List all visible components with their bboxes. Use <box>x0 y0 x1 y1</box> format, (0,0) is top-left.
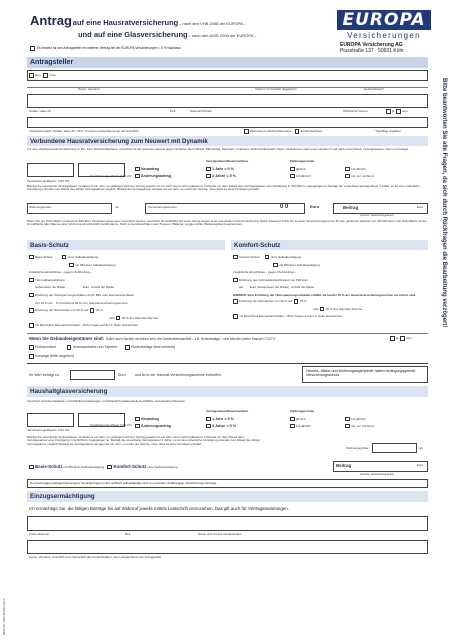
komfort-schutz-label: Komfort-Schutz <box>239 255 260 259</box>
komfort-column <box>233 254 429 321</box>
kontoinhaber-field[interactable] <box>27 540 428 554</box>
glas-kuendigung-text: Beträgt die vereinbarte Vertragsdauer mindestens ein Jahr, so verlängert sich der Vertrag jeweils um ein Jahr, wenn nicht spätestens 3 Monate vor dem Ablauf dem Vertragspartner eine Kündigung in Schriftform zugegangen ist. Beträgt die vereinbarte Vertragsdauer 3 Jahre, so ist eine ordentliche Kündigung erstmals zum Ablauf des dritten Vertragsjahres möglich. Beträgt die Vertragsdauer weniger als ein Jahr, so endet der Vertrag, ohne dass es einer Kündigung bedarf. <box>27 435 261 446</box>
discount-note: Es besteht für den Antragsteller ein weiterer Vertrag bei der EUROPA Versicherungen = 5 % Nachlass <box>36 46 181 51</box>
basis-elementar-checkbox[interactable] <box>29 323 34 328</box>
glas-zahlung-col2 <box>345 416 374 430</box>
komfort-wertsachen-checkbox[interactable] <box>233 299 238 304</box>
sonstige-field[interactable] <box>27 352 428 364</box>
hausrat-1jahr-label: 1 Jahr = 0 % <box>212 167 235 171</box>
basis-column <box>29 254 225 330</box>
vertical-notice <box>436 78 450 548</box>
basis-fahrrad-checkbox[interactable] <box>29 278 34 283</box>
komfort-anzahl-label: Anzahl der Räder <box>291 285 315 290</box>
antragsteller-heading: Antragsteller <box>30 59 74 66</box>
hausrat-dauer-head: Vertragsdauer/Dauernachlass <box>206 159 249 163</box>
komfort-zusatz: Zusätzliche Einschlüsse – gegen Mehrbeitrag – <box>233 270 297 275</box>
company-address: Piusstraße 137 · 50931 Köln <box>340 48 404 54</box>
komfort-hinweis: HINWEIS: Eine Erhöhung der Überspannungsschäden entfällt, da bereits 50 % der Hausratversicherungssumme versichert sind. <box>233 292 417 297</box>
komfort-ohne-sb-label: ohne Selbstbeteiligung <box>270 255 302 259</box>
komfort-fahrrad-checkbox[interactable] <box>233 278 238 283</box>
hausrat-vierteljaehrlich-checkbox[interactable] <box>290 174 295 179</box>
hausrat-jaehrlich-label: jährlich <box>296 167 306 171</box>
gebaeude-nein-checkbox[interactable] <box>400 336 405 341</box>
gebaeude-hausrat-label: und ist in der Hausrat-Versicherungssumme enthalten. <box>135 373 222 377</box>
gebaeude-bestandteile-row <box>29 345 175 350</box>
glas-komfort-checkbox[interactable] <box>107 465 112 470</box>
versicherungssumme-zeros: 0 0 <box>280 204 289 210</box>
glas-basis-label: Basis-Schutz <box>35 464 63 469</box>
hausrat-antrag-options <box>135 166 171 180</box>
komfort-40-checkbox[interactable] <box>320 307 325 312</box>
basis-oder-label: oder <box>109 315 116 320</box>
antragsteller-bar <box>27 57 428 68</box>
glas-aenderung-label: Änderungsantrag <box>141 424 171 428</box>
hausrat-heading: Verbundene Hausratversicherung zum Neuwert mit Dynamik <box>30 138 208 145</box>
basis-ohne-sb-checkbox[interactable] <box>62 255 67 260</box>
hausrat-jaehrlich-checkbox[interactable] <box>290 167 295 172</box>
glas-1jahr-checkbox[interactable] <box>206 417 211 422</box>
basis-euro-label: Euro <box>82 285 90 290</box>
unterversicherung-text: Wenn Sie pro Wohnfläche mindestens 650 Euro Versicherungssumme vereinbart werden, verzichtet die EUROPA auf einen Abzug wegen einer eventuellen Unterversicherung (siehe Klausel C7112) bis zu einer Versicherungssumme für den gesamten Hausrat von 200.000 Euro. Die Wohnfläche ist die Grundfläche aller Räume einer Wohnung einschließlich Hobbyräume. Nicht zu berücksichtigen sind Treppen, Balkone, Loggien (bitte Risikoangaben beantworten). <box>27 219 427 227</box>
basis-30-checkbox[interactable] <box>116 316 121 321</box>
versicherungsort-field[interactable] <box>27 117 428 128</box>
hausrat-kuendigung-text: Beträgt die vereinbarte Vertragsdauer mindestens ein Jahr, so verlängert sich der Vertrag jeweils um ein Jahr, wenn nicht spätestens 3 Monate vor dem Ablauf dem Vertragspartner eine Kündigung in Schriftform zugegangen ist. Beträgt die vereinbarte Vertragsdauer 3 Jahre, so ist eine ordentliche Kündigung erstmals zum Ablauf des dritten Vertragsjahres möglich. Beträgt die Vertragsdauer weniger als ein Jahr, so endet der Vertrag, ohne dass es einer Kündigung bedarf. <box>27 184 420 192</box>
hausrat-neuantrag-checkbox[interactable] <box>135 167 140 172</box>
kontoinhaber-label: Name, Vorname, Anschrift und Unterschrift des Kontoinhabers, wenn abweichend vom Antragsteller <box>29 555 162 559</box>
discount-row <box>30 46 181 51</box>
glas-vierteljaehrlich-checkbox[interactable] <box>290 424 295 429</box>
page-title <box>30 14 246 29</box>
versicherungssumme-label: Versicherungssumme <box>148 205 177 209</box>
einbaumoebel-checkbox[interactable] <box>29 345 34 350</box>
glas-dauer-head: Vertragsdauer/Dauernachlass <box>206 409 249 413</box>
basis-wertsachen-checkbox[interactable] <box>29 308 34 313</box>
einfamilienhaus-label: Einfamilienhaus <box>300 129 322 134</box>
glas-halbjaehrlich-label: 1/2-jährlich <box>351 417 366 421</box>
basis-30-label: 30 % der Hausrats-Summe <box>121 315 159 320</box>
wohnungsgroesse-unit: qm <box>115 205 120 209</box>
gebaeude-wert-label: Ihr Wert beträgt ca. <box>29 373 60 377</box>
komfort-elementar-checkbox[interactable] <box>233 314 238 319</box>
komfort-35-label: 35 % <box>299 299 307 304</box>
basis-wertsachen-label: Erhöhung der Wertsachen von 20 % auf <box>35 308 89 313</box>
gebaeude-ja-label: ja <box>396 336 399 341</box>
anrede-field <box>27 70 428 81</box>
hausrat-zahlung-col2 <box>345 166 374 180</box>
glas-wohnungsgroesse-unit: qm <box>419 446 424 450</box>
gebaeude-hinweis-text: Hinweis: Mieter und Wohnungseigentümer haben bedingungsgemäß Versicherungsschutz <box>306 369 416 378</box>
herr-checkbox[interactable] <box>29 73 34 78</box>
hausrat-beitrag-label: Beitrag <box>343 205 359 210</box>
blz-label: BLZ <box>125 532 131 536</box>
glas-neuantrag-label: Neuantrag <box>141 417 159 421</box>
komfort-35-checkbox[interactable] <box>294 299 299 304</box>
glas-wohnungsgroesse-field[interactable] <box>372 443 417 453</box>
komfort-auf-label: auf <box>239 285 244 290</box>
title-word: Antrag <box>30 13 72 28</box>
hausrat-neuantrag-label: Neuantrag <box>141 167 159 171</box>
bodenbelaege-checkbox[interactable] <box>125 345 130 350</box>
hausrat-3jahre-label: 3 Jahre = 5 % <box>212 174 237 178</box>
glas-schutz-row <box>29 464 178 469</box>
hausrat-1jahr-checkbox[interactable] <box>206 167 211 172</box>
glas-abruf-checkbox[interactable] <box>345 424 350 429</box>
versicherungssumme-unit: Euro <box>310 204 320 209</box>
basis-25-checkbox[interactable] <box>90 308 95 313</box>
hausrat-intro: Für eine ständig bewohnte Wohnung im Ein- bzw. Mehrfamilienhaus. Versichert ist der gesamte Hausrat gegen Schäden durch Brand, Blitzschlag, Explosion, Implosion, Einbruchdiebstahl, Raub, Vandalismus nach einem Einbruch und nach einem Raub, Leitungswasser, Sturm und Hagel. <box>27 147 409 151</box>
konto-field[interactable] <box>27 516 428 531</box>
basis-25-label: 25 % <box>95 308 103 313</box>
glas-komfort-label: Komfort-Schutz <box>113 464 147 469</box>
europa-logo: EUROPA <box>337 10 431 30</box>
vertical-notice-text: Bitte beantworten Sie alle Fragen, da sich durch Rückfragen die Bearbeitung verzögert! <box>441 78 447 328</box>
glas-vierteljaehrlich-label: 1/4-jährlich <box>296 424 311 428</box>
glas-basis-checkbox[interactable] <box>29 465 34 470</box>
basis-schutz-checkbox[interactable] <box>29 255 34 260</box>
sonstige-label: Sonstige (bitte angeben) <box>35 354 75 359</box>
basis-hoechst-label: % (höchstens 50 %) der Hausratversicherungssumme <box>55 300 128 305</box>
komfort-wertsachen-label: Erhöhung der Wertsachen von 30 % auf <box>239 299 293 304</box>
oeffentlicher-dienst-options <box>386 109 408 114</box>
glas-jaehrlich-checkbox[interactable] <box>290 417 295 422</box>
title-line2-row <box>78 31 256 40</box>
gebaeude-question-text: Sollen auch Sachen versichert sein, die Gebäudebestandteil – z.B. Bodenbeläge – sein könnten (siehe Klausel C7127)? <box>105 337 276 341</box>
hausrat-dauer-options <box>206 166 236 180</box>
hausrat-beginn-field[interactable] <box>27 163 74 177</box>
glas-beitrag-unit: Euro <box>417 463 424 467</box>
bank-label: Name und Ort des Geldinstitutes <box>198 532 242 536</box>
geburtsdatum-label: Geburtsdatum* <box>364 87 385 91</box>
gebaeude-euro-label: Euro <box>118 373 126 377</box>
frau-label: Frau <box>49 73 56 78</box>
oeff-ja-label: ja <box>392 109 395 114</box>
hausrat-vierteljaehrlich-label: 1/4-jährlich <box>296 174 311 178</box>
komfort-mit-sb-checkbox[interactable] <box>273 263 278 268</box>
gebaeude-wert-field[interactable] <box>70 370 115 380</box>
basis-gesamtwert-label: Gesamtwert der Räder <box>35 285 66 290</box>
mehrfamilienhaus-label: Wohnung im Mehrfamilienhaus <box>250 129 292 134</box>
glas-zahlung-head: Zahlungsperiode <box>290 409 315 413</box>
einzug-text: Ich ermächtige Sie, die fälligen Beiträge bis auf Widerruf jeweils mittels Lastschrift einzuziehen. Das gilt auch für Vertragsänderungen. <box>29 506 289 511</box>
name-label: Name, Vorname <box>78 87 100 91</box>
bodenbelaege-label: Bodenbeläge (fest verklebt) <box>131 345 176 350</box>
hausrat-beginn-label: Versicherungs-Beginn: 0.00 Uhr <box>27 179 70 183</box>
einzug-heading: Einzugsermächtigung <box>30 493 95 500</box>
komfort-fahrrad-label: Erhöhung des Fahrraddiebstahlrisikos von 500 Euro <box>239 277 309 282</box>
glas-1jahr-label: 1 Jahr = 0 % <box>212 417 235 421</box>
glas-abruf-label: mtl. nur mit Abruf <box>351 424 374 428</box>
title-line2: und auf eine Glasversicherung <box>78 30 188 39</box>
glas-aenderung-checkbox[interactable] <box>135 424 140 429</box>
konto-label: Konto-Nummer <box>29 532 50 536</box>
hausrat-beitrag-unit: Euro <box>417 205 424 209</box>
komfort-elementar-label: mit Einschluss Elementarschäden – Bitte Fragen auf der 2. Seite beantworten. <box>239 314 344 319</box>
glas-wohnungsgroesse-label: Wohnungsgröße <box>346 446 369 450</box>
form-code <box>3 555 11 635</box>
beitragszahler-box <box>27 479 428 488</box>
gebaeude-janein <box>390 336 412 341</box>
glas-beitrag-label: Beitrag <box>336 463 352 468</box>
basis-fahrrad-label: Fahrraddiebstahlrisiko: <box>35 277 66 282</box>
hausrat-halbjaehrlich-checkbox[interactable] <box>345 167 350 172</box>
wohnort-label: Wohnort/Ortsteil <box>190 109 212 113</box>
plz-label: PLZ <box>170 109 176 113</box>
hausrat-zahlung-head: Zahlungsperiode <box>290 159 315 163</box>
glas-neuantrag-checkbox[interactable] <box>135 417 140 422</box>
sonstige-row <box>29 354 74 359</box>
gebaeude-ja-checkbox[interactable] <box>390 336 395 341</box>
glas-ablauf-label: Versicherungs-Ablauf: 0.00 Uhr <box>90 423 132 427</box>
title-line2-note: – nach den AGIB 2008 der EUROPA – <box>188 33 257 38</box>
glas-komfort-note: ohne Selbstbeteiligung <box>147 465 178 469</box>
oeffentlicher-dienst-label: Öffentlicher Dienst <box>343 109 368 113</box>
komfort-40-label: 40 % der Hausrats-Summe <box>325 306 363 311</box>
glas-jaehrlich-label: jährlich <box>296 417 306 421</box>
hausrat-beitrag-note: (einschl. Versicherungsteuer) <box>360 214 394 217</box>
hausrat-3jahre-checkbox[interactable] <box>206 174 211 179</box>
basis-mit-sb-label: mit 250 Euro Selbstbeteiligung <box>75 262 116 267</box>
basis-ueberspannung-label: Erhöhung der Überspannungsschäden durch Blitz oder Elementarschäden <box>35 292 135 297</box>
innenanstriche-checkbox[interactable] <box>67 345 72 350</box>
title-line1-note: – nach den VHB 2008 der EUROPA – <box>179 21 246 26</box>
basis-heading: Basis-Schutz <box>30 242 69 249</box>
einbaumoebel-label: Einbaumöbel <box>35 345 56 350</box>
title-line1: auf eine Hausratversicherung <box>72 18 179 27</box>
gebaeude-question: Wenn Sie Gebäudeeigentümer sind: <box>29 336 105 341</box>
gebaeude-nein-label: nein <box>406 336 412 341</box>
strasse-label: Straße, Haus-Nr. <box>29 109 52 113</box>
hausrat-zahlung-col1 <box>290 166 311 180</box>
basis-elementar-label: mit Einschluss Elementarschäden – Bitte Fragen auf der 2. Seite beantworten. <box>35 323 140 328</box>
herr-label: Herr <box>35 73 41 78</box>
wohnungsgroesse-label: Wohnungsgröße <box>29 205 52 209</box>
glas-beginn-field[interactable] <box>27 413 74 427</box>
glas-3jahre-label: 3 Jahre = 5 % <box>212 424 237 428</box>
basis-mit-sb-checkbox[interactable] <box>69 263 74 268</box>
hausrat-abruf-checkbox[interactable] <box>345 174 350 179</box>
glas-basis-note: mit 250 Euro Selbstbeteiligung <box>63 465 105 469</box>
hausrat-halbjaehrlich-label: 1/2-jährlich <box>351 167 366 171</box>
komfort-euro-gesamt-label: Euro (Gesamtwert der Räder) <box>249 285 290 290</box>
komfort-oder-label: oder <box>313 306 320 311</box>
company-name: EUROPA Versicherung AG <box>340 42 403 48</box>
hausrat-ablauf-label: Versicherungs-Ablauf: 0.00 Uhr <box>90 174 132 178</box>
freiwillig-note: * freiwillige Angaben <box>374 129 402 133</box>
discount-checkbox[interactable] <box>30 46 35 51</box>
telefon-label: Telefon mit Vorwahl (tagsüber)* <box>255 87 297 91</box>
basis-von10-label: von 10 % auf <box>35 300 53 305</box>
hausrat-aenderung-label: Änderungsantrag <box>141 174 171 178</box>
komfort-heading: Komfort-Schutz <box>234 242 281 249</box>
basis-ueberspannung-checkbox[interactable] <box>29 293 34 298</box>
hausrat-abruf-label: mtl. nur mit Abruf <box>351 174 374 178</box>
logo-subtitle: Versicherungen <box>347 31 421 40</box>
komfort-mit-sb-label: mit 250 Euro Selbstbeteiligung <box>279 262 320 267</box>
glas-3jahre-checkbox[interactable] <box>206 424 211 429</box>
komfort-schutz-checkbox[interactable] <box>233 255 238 260</box>
glas-zahlung-col1 <box>290 416 311 430</box>
glas-halbjaehrlich-checkbox[interactable] <box>345 417 350 422</box>
versicherungsort-label: Versicherungsort: Straße, Haus-Nr., PLZ, Ort (wenn abweichend von der Anschrift) <box>29 129 139 133</box>
frau-checkbox[interactable] <box>43 73 48 78</box>
wohnungsart-options <box>244 129 322 134</box>
hausrat-aenderung-checkbox[interactable] <box>135 174 140 179</box>
strasse-field[interactable] <box>27 94 428 108</box>
mehrfamilienhaus-checkbox[interactable] <box>244 129 249 134</box>
komfort-ohne-sb-checkbox[interactable] <box>265 255 270 260</box>
sonstige-checkbox[interactable] <box>29 354 34 359</box>
gebaeude-hinweis-box <box>302 366 428 383</box>
oeff-nein-label: nein <box>402 109 408 114</box>
beitragszahler-text: Der beantragte(n)/abgeschlossene(n) Versicherung(en) sind rechtlich selbstständige und von einander unabhängige Versicherungs-Verträge. <box>30 481 218 485</box>
glas-beitrag-note: (einschl. Versicherungsteuer) <box>360 473 394 476</box>
basis-zusatz: Zusätzliche Einschlüsse – gegen Mehrbeitrag – <box>29 270 93 275</box>
innenanstriche-label: Innenanstriche und Tapeten <box>72 345 118 350</box>
gebaeude-question-row <box>29 336 275 342</box>
form-code-text: DMS Str 1005 8/2012 EO-3 <box>2 598 6 635</box>
glas-dauer-options <box>206 416 236 430</box>
basis-schutz-label: Basis-Schutz <box>35 255 53 259</box>
oeff-nein-checkbox[interactable] <box>396 109 401 114</box>
basis-ohne-sb-label: ohne Selbstbeteiligung <box>67 255 99 259</box>
glas-intro: Versichert sind die Gebäude- und Mobiliarverglasungen, einschließlich Glaskeramik-Kochfläche und Aquarien/Terrarien. <box>27 399 186 403</box>
glas-heading: Haushaltglasversicherung <box>30 388 108 395</box>
anrede-row <box>29 73 56 78</box>
basis-anzahl-label: Anzahl der Räder <box>90 285 115 290</box>
einfamilienhaus-checkbox[interactable] <box>295 129 300 134</box>
oeff-ja-checkbox[interactable] <box>386 109 391 114</box>
glas-beginn-label: Versicherungs-Beginn: 0.00 Uhr <box>27 428 70 432</box>
glas-antrag-options <box>135 416 171 430</box>
